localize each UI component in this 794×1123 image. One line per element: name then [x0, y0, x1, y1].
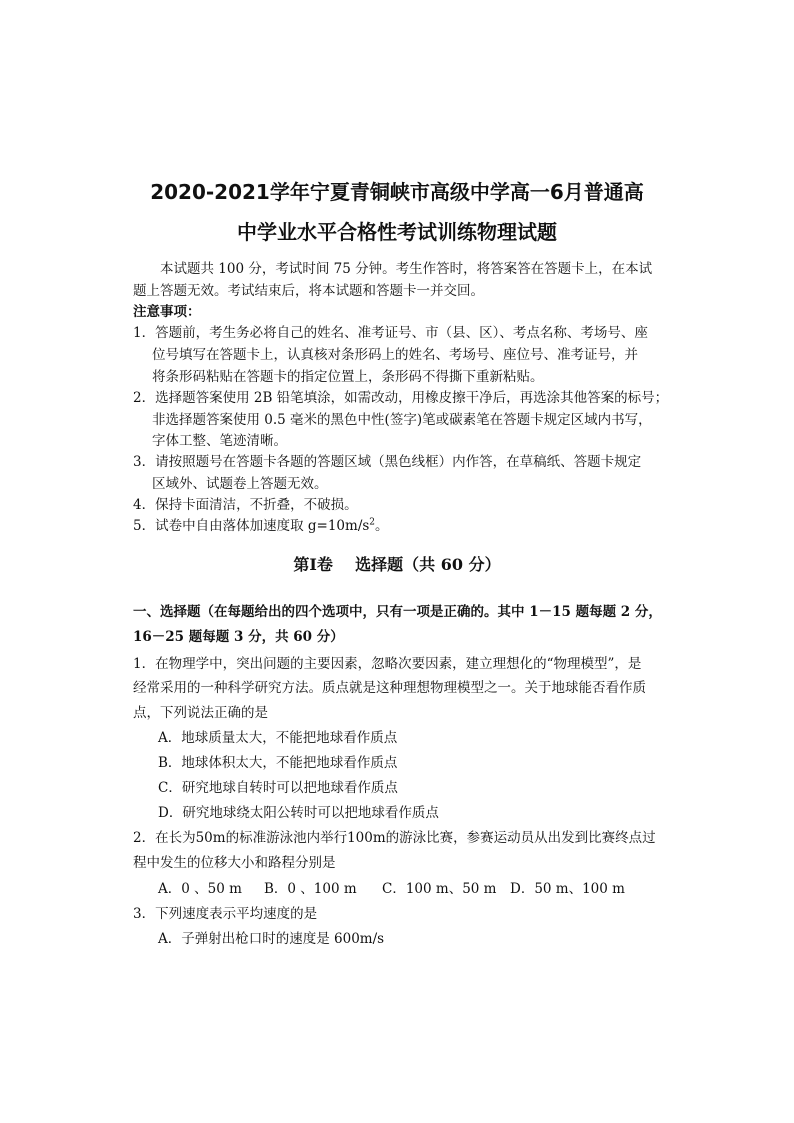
note-3-line-2: 区域外、试题卷上答题无效。 [152, 476, 328, 492]
section-title: 第Ⅰ卷 选择题（共 60 分） [293, 555, 501, 574]
intro-line-2: 题上答题无效。考试结束后，将本试题和答题卡一并交回。 [133, 283, 484, 299]
q1-stem-line-3: 点，下列说法正确的是 [133, 705, 268, 721]
q3-stem-line-1: 3．下列速度表示平均速度的是 [133, 906, 318, 922]
q3-option-a: A．子弹射出枪口时的速度是 600m/s [158, 931, 385, 947]
q2-stem-line-1: 2．在长为50m的标准游泳池内举行100m的游泳比赛，参赛运动员从出发到比赛终点过 [133, 830, 656, 846]
q2-option-a: A．0 、50 m [158, 881, 242, 897]
q1-option-b: B．地球体积太大，不能把地球看作质点 [158, 755, 398, 771]
note-5-text: 5．试卷中自由落体加速度取 g=10m/s [133, 518, 370, 534]
part-1-heading-line-1: 一、选择题（在每题给出的四个选项中，只有一项是正确的。其中 1－15 题每题 2 分， [133, 604, 662, 620]
note-2-line-2: 非选择题答案使用 0.5 毫米的黑色中性(签字)笔或碳素笔在答题卡规定区域内书写， [152, 412, 652, 428]
note-2-line-1: 2．选择题答案使用 2B 铅笔填涂，如需改动，用橡皮擦干净后，再选涂其他答案的标号； [133, 390, 669, 406]
exam-title-line-1: 2020-2021学年宁夏青铜峡市高级中学高一6月普通高 [150, 180, 644, 204]
note-4: 4．保持卡面清洁，不折叠，不破损。 [133, 497, 358, 513]
exam-title-line-2: 中学业水平合格性考试训练物理试题 [237, 220, 557, 244]
intro-line-1: 本试题共 100 分，考试时间 75 分钟。考生作答时，将答案答在答题卡上，在本试 [160, 261, 653, 277]
q2-option-c: C．100 m、50 m [382, 881, 497, 897]
q1-stem-line-2: 经常采用的一种科学研究方法。质点就是这种理想物理模型之一。关于地球能否看作质 [133, 680, 646, 696]
note-5-end: 。 [375, 518, 389, 534]
part-1-heading-line-2: 16－25 题每题 3 分，共 60 分） [133, 629, 344, 645]
q2-option-d: D．50 m、100 m [510, 881, 625, 897]
q2-stem-line-2: 程中发生的位移大小和路程分别是 [133, 855, 336, 871]
note-1-line-3: 将条形码粘贴在答题卡的指定位置上，条形码不得撕下重新粘贴。 [152, 369, 544, 385]
note-5 [133, 517, 389, 535]
note-5-exponent: 2 [369, 517, 376, 528]
note-1-line-1: 1．答题前，考生务必将自己的姓名、准考证号、市（县、区）、考点名称、考场号、座 [133, 325, 648, 341]
q2-options-row [158, 880, 625, 898]
note-3-line-1: 3．请按照题号在答题卡各题的答题区域（黑色线框）内作答，在草稿纸、答题卡规定 [133, 454, 642, 470]
notes-heading: 注意事项： [133, 304, 201, 320]
q1-option-a: A．地球质量太大，不能把地球看作质点 [158, 730, 398, 746]
q2-option-b: B．0 、100 m [264, 881, 357, 897]
note-2-line-3: 字体工整、笔迹清晰。 [152, 433, 287, 449]
q1-stem-line-1: 1．在物理学中，突出问题的主要因素，忽略次要因素，建立理想化的“物理模型”，是 [133, 656, 642, 672]
q1-option-d: D．研究地球绕太阳公转时可以把地球看作质点 [158, 805, 439, 821]
note-1-line-2: 位号填写在答题卡上，认真核对条形码上的姓名、考场号、座位号、准考证号，并 [152, 347, 638, 363]
q1-option-c: C．研究地球自转时可以把地球看作质点 [158, 780, 398, 796]
